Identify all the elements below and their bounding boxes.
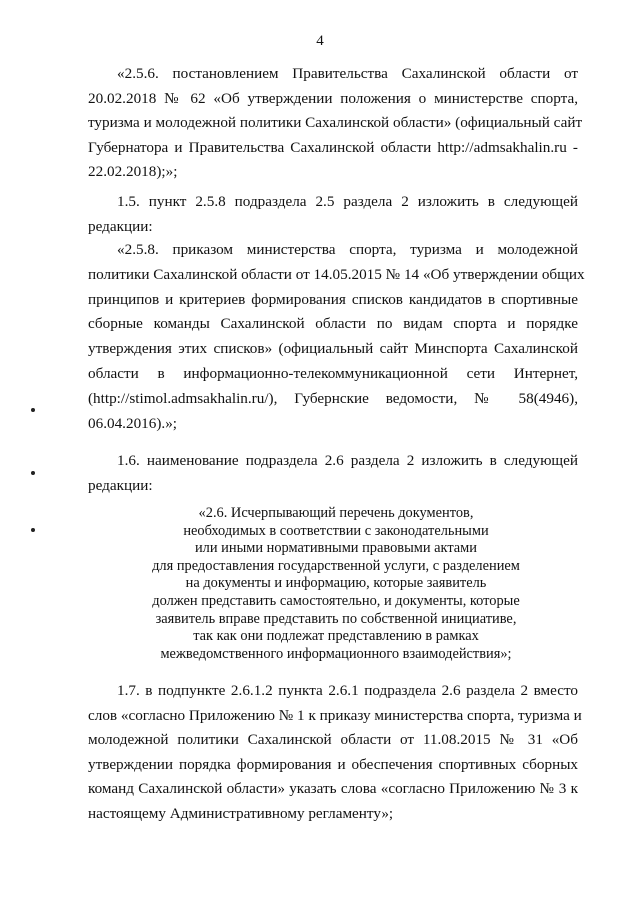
text-line: для предоставления государственной услуги, с разделением	[152, 557, 520, 574]
text-line: «2.6. Исчерпывающий перечень документов,	[198, 505, 474, 521]
text-line: 06.04.2016).»;	[88, 414, 178, 432]
text-line: «2.5.8. приказом министерства спорта, туризма и молодежной	[117, 241, 578, 258]
text-line: политики Сахалинской области от 14.05.2015 № 14 «Об утверждении общих	[88, 265, 585, 283]
scan-mark	[31, 471, 35, 475]
paragraph-2-5-6	[88, 62, 583, 185]
text-line: (http://stimol.admsakhalin.ru/), Губернские ведомости, № 58(4946),	[88, 389, 578, 407]
text-line: сборные команды Сахалинской области по видам спорта и порядке	[88, 315, 578, 333]
text-line: на документы и информацию, которые заявитель	[185, 575, 487, 592]
text-line: 1.7. в подпункте 2.6.1.2 пункта 2.6.1 подраздела 2.6 раздела 2 вместо	[117, 682, 578, 699]
text-line: редакции:	[88, 217, 153, 235]
text-line: заявитель вправе представить по собственной инициативе,	[155, 610, 517, 627]
text-line: туризма и молодежной политики Сахалинской области» (официальный сайт	[88, 114, 583, 132]
paragraph-2-5-8	[88, 238, 585, 436]
text-line: настоящему Административному регламенту»;	[88, 804, 394, 822]
text-line: 1.5. пункт 2.5.8 подраздела 2.5 раздела 2 изложить в следующей	[117, 193, 578, 210]
scan-mark	[31, 408, 35, 412]
page-number: 4	[316, 33, 324, 49]
text-line: или иными нормативными правовыми актами	[194, 540, 477, 557]
text-line: 22.02.2018);»;	[88, 163, 178, 181]
text-line: молодежной политики Сахалинской области от 11.08.2015 № 31 «Об	[88, 731, 578, 749]
text-line: должен представить самостоятельно, и документы, которые	[152, 592, 520, 609]
scan-mark	[31, 528, 35, 532]
subsection-2-6-title	[96, 505, 576, 663]
text-line: команд Сахалинской области» указать слова «согласно Приложению № 3 к	[88, 780, 578, 798]
paragraph-1-7	[88, 679, 582, 827]
paragraph-1-6	[88, 449, 578, 498]
text-line: утверждения этих списков» (официальный сайт Минспорта Сахалинской	[88, 340, 578, 358]
text-line: межведомственного информационного взаимодействия»;	[160, 645, 512, 662]
text-line: принципов и критериев формирования списков кандидатов в спортивные	[88, 290, 578, 308]
text-line: необходимых в соответствии с законодательными	[183, 522, 489, 539]
text-line: редакции:	[88, 476, 153, 494]
text-line: «2.5.6. постановлением Правительства Сахалинской области от	[117, 65, 578, 82]
text-line: 20.02.2018 № 62 «Об утверждении положения о министерстве спорта,	[88, 89, 578, 107]
paragraph-1-5	[88, 190, 578, 239]
text-line: области в информационно-телекоммуникационной сети Интернет,	[88, 364, 578, 382]
text-line: Губернатора и Правительства Сахалинской области http://admsakhalin.ru -	[88, 138, 578, 156]
text-line: слов «согласно Приложению № 1 к приказу министерства спорта, туризма и	[88, 706, 582, 724]
text-line: утверждении порядка формирования и обеспечения спортивных сборных	[88, 755, 578, 773]
text-line: так как они подлежат представлению в рамках	[193, 628, 479, 645]
text-line: 1.6. наименование подраздела 2.6 раздела 2 изложить в следующей	[117, 452, 578, 469]
